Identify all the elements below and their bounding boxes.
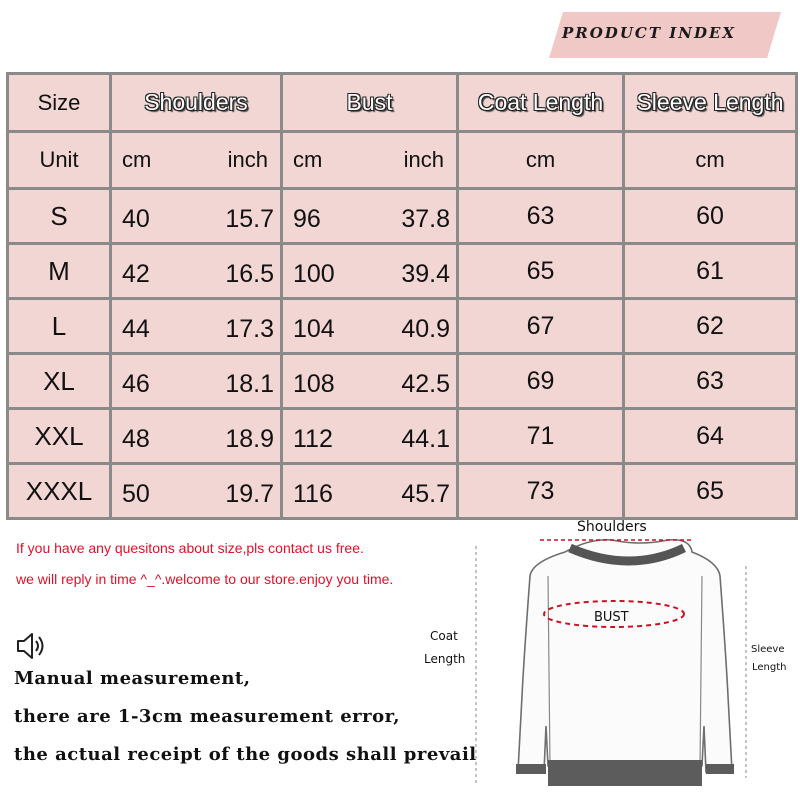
sleeve-length-cm-value: 65 [624, 464, 797, 519]
unit-bust [282, 132, 458, 189]
disclaimer-line-2: there are 1-3cm measurement error, [14, 706, 401, 727]
size-cell: XL [8, 354, 111, 409]
shoulders-inch-value: 16.5 [225, 259, 274, 288]
bust-cell [282, 244, 458, 299]
shoulders-cell [111, 244, 282, 299]
shoulders-inch-value: 18.9 [225, 424, 274, 453]
sleeve-length-cm-value: 60 [624, 189, 797, 244]
sweater-cuff-right [706, 764, 734, 774]
sweater-hem [548, 760, 702, 786]
shoulders-cm-value: 44 [122, 314, 150, 343]
shoulders-cm-value: 46 [122, 369, 150, 398]
coat-length-cm-value: 65 [458, 244, 624, 299]
contact-note: If you have any quesitons about size,pls contact us free. [16, 540, 364, 556]
shoulders-cm-value: 50 [122, 479, 150, 508]
size-cell: L [8, 299, 111, 354]
header-bust: Bust [282, 74, 458, 132]
size-chart-table [6, 72, 798, 520]
shoulders-inch-value: 19.7 [225, 479, 274, 508]
table-row [8, 409, 797, 464]
bust-inch-value: 39.4 [401, 259, 450, 288]
size-cell: S [8, 189, 111, 244]
bust-cell [282, 189, 458, 244]
bust-cm-value: 104 [293, 314, 335, 343]
sweater-cuff-left [516, 764, 546, 774]
size-rows [8, 189, 797, 519]
sleeve-length-cm-value: 62 [624, 299, 797, 354]
bust-cm-value: 112 [293, 424, 333, 453]
diagram-bust-label: BUST [594, 610, 629, 625]
size-cell: M [8, 244, 111, 299]
coat-length-cm-value: 69 [458, 354, 624, 409]
coat-length-cm-value: 71 [458, 409, 624, 464]
unit-coat-cm: cm [458, 132, 624, 189]
unit-bust-cm: cm [293, 147, 323, 172]
shoulders-cell [111, 409, 282, 464]
bust-inch-value: 44.1 [401, 424, 450, 453]
table-row [8, 354, 797, 409]
table-unit-row [8, 132, 797, 189]
table-header-row [8, 74, 797, 132]
header-coat-length: Coat Length [458, 74, 624, 132]
bust-inch-value: 40.9 [401, 314, 450, 343]
sweater-diagram [470, 516, 800, 800]
diagram-coat-length-label: Length [424, 652, 466, 666]
diagram-shoulders-label: Shoulders [577, 519, 647, 535]
unit-shoulders [111, 132, 282, 189]
shoulders-inch-value: 18.1 [225, 369, 274, 398]
bust-cell [282, 354, 458, 409]
shoulders-cm-value: 40 [122, 204, 150, 233]
bust-cell [282, 464, 458, 519]
bust-cm-value: 108 [293, 369, 335, 398]
table-row [8, 299, 797, 354]
unit-shoulders-cm: cm [122, 147, 152, 172]
disclaimer-line-3: the actual receipt of the goods shall prevail [14, 744, 477, 765]
header-shoulders: Shoulders [111, 74, 282, 132]
shoulders-cell [111, 354, 282, 409]
sleeve-length-cm-value: 63 [624, 354, 797, 409]
header-sleeve-length: Sleeve Length [624, 74, 797, 132]
table-row [8, 189, 797, 244]
bust-inch-value: 45.7 [401, 479, 450, 508]
bust-cell [282, 409, 458, 464]
table-row [8, 464, 797, 519]
bust-cell [282, 299, 458, 354]
table-row [8, 244, 797, 299]
disclaimer-line-1: Manual measurement, [14, 668, 251, 689]
shoulders-inch-value: 15.7 [225, 204, 274, 233]
coat-length-cm-value: 63 [458, 189, 624, 244]
sleeve-length-cm-value: 61 [624, 244, 797, 299]
sleeve-length-cm-value: 64 [624, 409, 797, 464]
shoulders-cell [111, 189, 282, 244]
coat-length-cm-value: 67 [458, 299, 624, 354]
speaker-icon [14, 628, 50, 664]
bust-cm-value: 116 [293, 479, 333, 508]
shoulders-cm-value: 48 [122, 424, 150, 453]
header-size: Size [8, 74, 111, 132]
diagram-coat-label: Coat [430, 629, 458, 643]
welcome-note: we will reply in time ^_^.welcome to our store.enjoy you time. [16, 571, 394, 587]
unit-bust-inch: inch [403, 147, 444, 172]
shoulders-inch-value: 17.3 [225, 314, 274, 343]
shoulders-cell [111, 464, 282, 519]
unit-label: Unit [8, 132, 111, 189]
unit-shoulders-inch: inch [227, 147, 268, 172]
banner-title: PRODUCT INDEX [562, 24, 737, 42]
unit-sleeve-cm: cm [624, 132, 797, 189]
diagram-sleeve-length-label: Length [752, 662, 787, 673]
size-cell: XXXL [8, 464, 111, 519]
diagram-sleeve-label: Sleeve [751, 644, 785, 655]
coat-length-cm-value: 73 [458, 464, 624, 519]
shoulders-cm-value: 42 [122, 259, 150, 288]
bust-inch-value: 37.8 [401, 204, 450, 233]
bust-inch-value: 42.5 [401, 369, 450, 398]
bust-cm-value: 96 [293, 204, 321, 233]
shoulders-cell [111, 299, 282, 354]
size-cell: XXL [8, 409, 111, 464]
bust-cm-value: 100 [293, 259, 335, 288]
